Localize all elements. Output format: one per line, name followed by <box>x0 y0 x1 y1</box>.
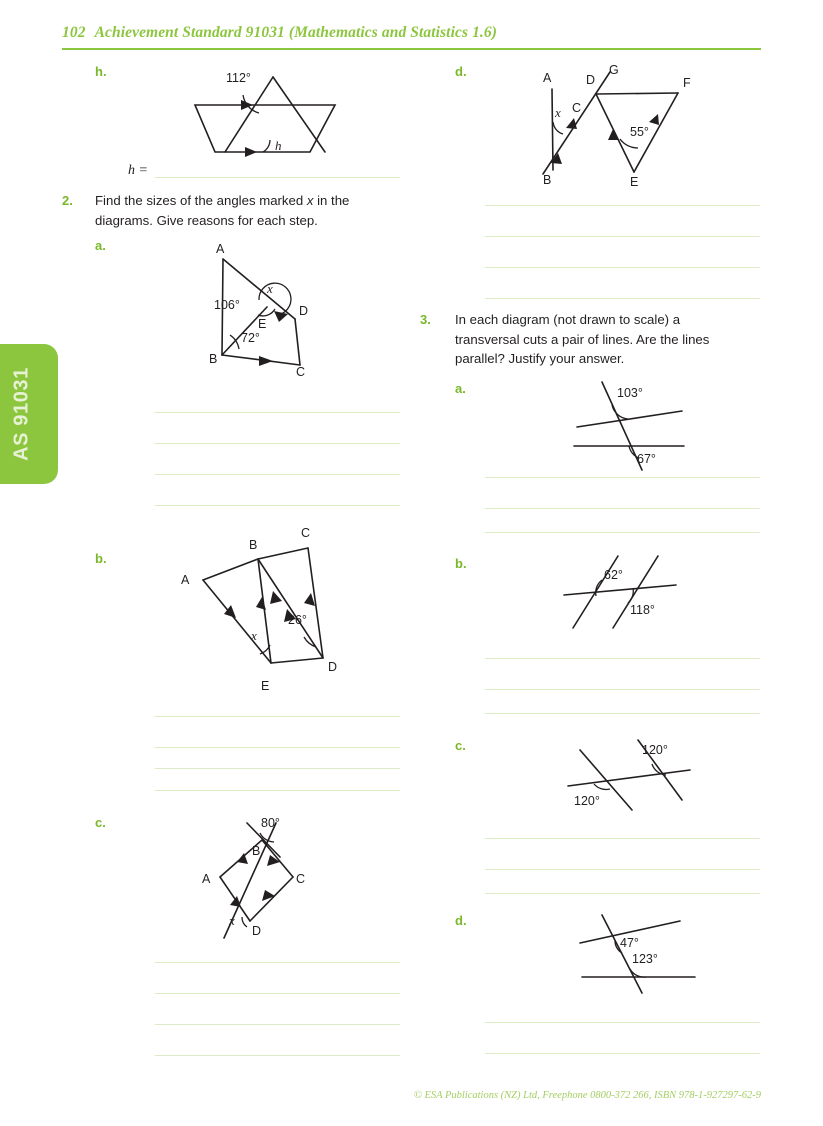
answer-line[interactable] <box>155 505 400 506</box>
diagram-2c <box>200 805 330 945</box>
angle-label-67: 67° <box>637 452 656 466</box>
q2-text-part2: in the <box>313 193 350 208</box>
vertex-label-B: B <box>543 173 552 187</box>
item-label-3d: d. <box>455 913 467 928</box>
item-label-2a: a. <box>95 238 106 253</box>
vertex-label-C: C <box>301 526 311 540</box>
vertex-label-C: C <box>572 101 582 115</box>
answer-line[interactable] <box>155 177 400 178</box>
angle-label-80: 80° <box>261 816 280 830</box>
vertex-label-A: A <box>543 71 552 85</box>
vertex-label-E: E <box>630 175 639 189</box>
diagram-3c <box>560 732 710 817</box>
answer-line[interactable] <box>485 1022 760 1023</box>
q2-text-part1: Find the sizes of the angles marked <box>95 193 307 208</box>
angle-label-x: x <box>229 913 235 928</box>
answer-line[interactable] <box>155 474 400 475</box>
item-label-2b: b. <box>95 551 107 566</box>
answer-line[interactable] <box>155 962 400 963</box>
angle-label-55: 55° <box>630 125 649 139</box>
diagram-2a <box>195 243 355 378</box>
question-number-2: 2. <box>62 193 73 208</box>
question-number-3: 3. <box>420 312 431 327</box>
diagram-3a <box>562 372 702 466</box>
vertex-label-A: A <box>181 573 190 587</box>
standard-side-tab <box>0 344 58 484</box>
angle-label-112: 112° <box>226 71 251 85</box>
answer-line[interactable] <box>155 716 400 717</box>
angle-label-103: 103° <box>617 386 643 400</box>
answer-line[interactable] <box>155 790 400 791</box>
vertex-label-E: E <box>261 679 270 693</box>
angle-label-106: 106° <box>214 298 240 312</box>
q3-text-line1: In each diagram (not drawn to scale) a <box>455 312 681 327</box>
answer-line[interactable] <box>485 532 760 533</box>
angle-label-x: x <box>251 628 257 643</box>
item-label-h: h. <box>95 64 107 79</box>
answer-line[interactable] <box>485 893 760 894</box>
diagram-3b <box>558 548 708 633</box>
vertex-label-E: E <box>258 317 267 331</box>
answer-line[interactable] <box>155 993 400 994</box>
angle-label-72: 72° <box>241 331 260 345</box>
answer-line[interactable] <box>155 412 400 413</box>
item-label-1d: d. <box>455 64 467 79</box>
answer-line[interactable] <box>485 298 760 299</box>
q2-text-line2: diagrams. Give reasons for each step. <box>95 212 318 228</box>
answer-line[interactable] <box>155 1024 400 1025</box>
vertex-label-B: B <box>209 352 218 366</box>
answer-line[interactable] <box>155 1055 400 1056</box>
answer-line[interactable] <box>485 713 760 714</box>
vertex-label-D: D <box>299 304 309 318</box>
q3-text-line2: transversal cuts a pair of lines. Are the lines <box>455 331 710 347</box>
angle-label-26: 26° <box>288 613 307 627</box>
vertex-label-D: D <box>252 924 262 938</box>
vertex-label-G: G <box>609 63 619 77</box>
answer-line[interactable] <box>155 443 400 444</box>
vertex-label-C: C <box>296 872 306 886</box>
page-title: Achievement Standard 91031 (Mathematics and Statistics 1.6) <box>94 24 498 41</box>
vertex-label-A: A <box>202 872 211 886</box>
angle-label-x: x <box>555 105 561 120</box>
answer-line[interactable] <box>485 267 760 268</box>
answer-line[interactable] <box>485 1053 760 1054</box>
page-footer: © ESA Publications (NZ) Ltd, Freephone 0800-372 266, ISBN 978-1-927297-62-9 <box>413 1090 761 1101</box>
page-number: 102 <box>62 24 86 41</box>
vertex-label-B: B <box>252 844 261 858</box>
answer-line[interactable] <box>485 838 760 839</box>
answer-line[interactable] <box>155 747 400 748</box>
item-label-3a: a. <box>455 381 466 396</box>
vertex-label-C: C <box>296 365 306 379</box>
answer-line[interactable] <box>485 236 760 237</box>
answer-line[interactable] <box>485 869 760 870</box>
vertex-label-B: B <box>249 538 258 552</box>
answer-line[interactable] <box>485 508 760 509</box>
item-label-3b: b. <box>455 556 467 571</box>
item-label-2c: c. <box>95 815 106 830</box>
vertex-label-D: D <box>586 73 596 87</box>
side-tab-label: AS 91031 <box>10 367 33 461</box>
answer-line[interactable] <box>485 689 760 690</box>
angle-label-120-right: 120° <box>642 743 668 757</box>
diagram-1h <box>185 62 415 162</box>
angle-label-118: 118° <box>630 603 655 617</box>
header-rule <box>62 48 761 50</box>
vertex-label-F: F <box>683 76 691 90</box>
answer-line[interactable] <box>155 768 400 769</box>
angle-label-120-left: 120° <box>574 794 600 808</box>
answer-line[interactable] <box>485 658 760 659</box>
question-2-text <box>95 191 395 230</box>
question-3-text <box>455 310 765 369</box>
answer-line[interactable] <box>485 477 760 478</box>
answer-line[interactable] <box>485 205 760 206</box>
angle-label-47: 47° <box>620 936 639 950</box>
h-answer-prompt: h = <box>128 163 148 178</box>
diagram-3d <box>570 905 720 995</box>
angle-label-123: 123° <box>632 952 658 966</box>
vertex-label-D: D <box>328 660 338 674</box>
vertex-label-A: A <box>216 242 225 256</box>
q3-text-line3: parallel? Justify your answer. <box>455 351 625 366</box>
diagram-2b <box>168 518 368 698</box>
angle-label-62: 62° <box>604 568 623 582</box>
angle-label-h: h <box>275 138 282 153</box>
item-label-3c: c. <box>455 738 466 753</box>
angle-label-x: x <box>267 281 273 296</box>
q2-text-x: x <box>306 193 314 208</box>
diagram-1d <box>520 62 740 187</box>
